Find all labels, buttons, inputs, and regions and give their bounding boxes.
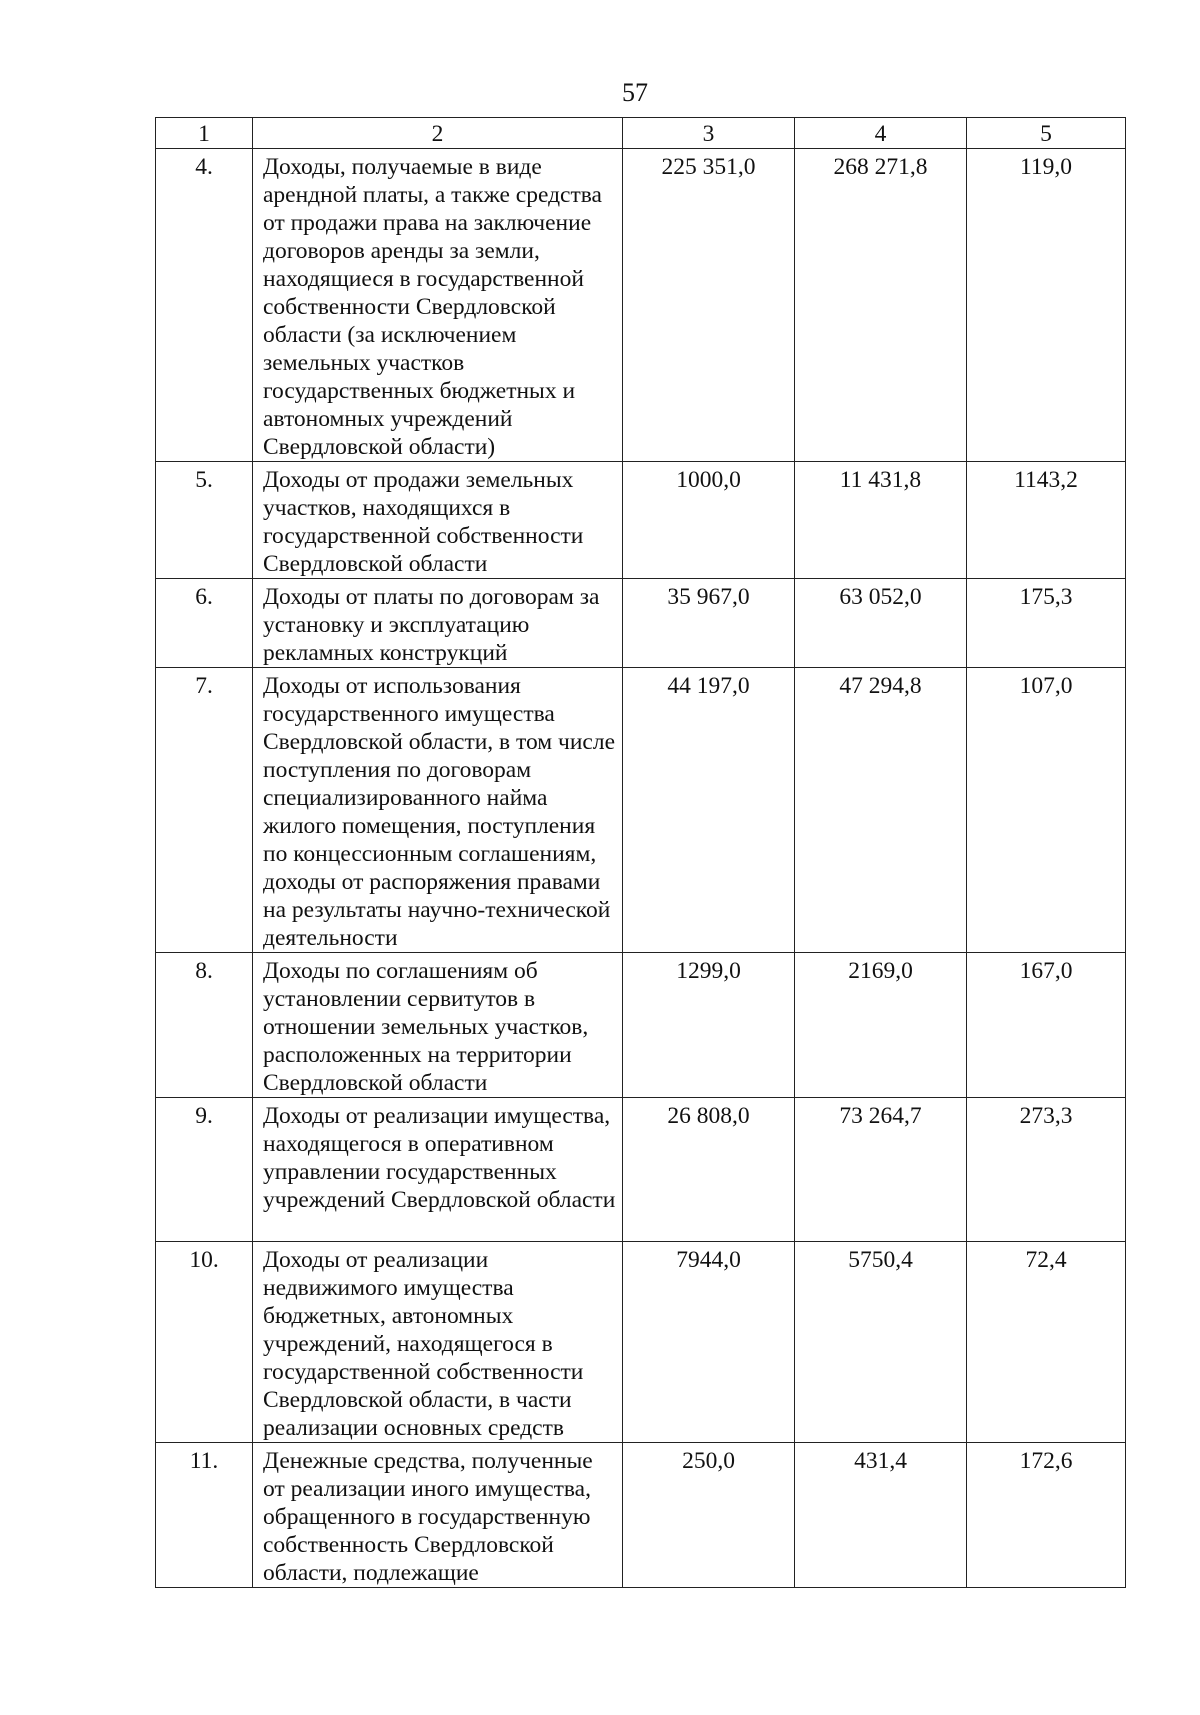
row-value-5: 107,0 [967, 668, 1126, 953]
income-table [155, 117, 1126, 1588]
row-description: Доходы от платы по договорам за установку и эксплуатацию рекламных конструкций [253, 579, 623, 668]
row-value-5: 119,0 [967, 149, 1126, 462]
row-description: Доходы по соглашениям об установлении сервитутов в отношении земельных участков, расположенных на территории Свердловской области [253, 953, 623, 1098]
row-value-4: 431,4 [795, 1443, 967, 1588]
column-header-2: 2 [253, 118, 623, 149]
column-header-1: 1 [156, 118, 253, 149]
column-header-5: 5 [967, 118, 1126, 149]
row-value-3: 26 808,0 [623, 1098, 795, 1242]
row-number: 5. [156, 462, 253, 579]
row-value-5: 172,6 [967, 1443, 1126, 1588]
row-description: Доходы от реализации недвижимого имущества бюджетных, автономных учреждений, находящегося в государственной собственности Свердловской области, в части реализации основных средств [253, 1242, 623, 1443]
row-value-3: 7944,0 [623, 1242, 795, 1443]
row-number: 11. [156, 1443, 253, 1588]
row-value-3: 44 197,0 [623, 668, 795, 953]
table-row [156, 668, 1126, 953]
row-description: Доходы от продажи земельных участков, находящихся в государственной собственности Свердловской области [253, 462, 623, 579]
row-number: 6. [156, 579, 253, 668]
row-description: Доходы от реализации имущества, находящегося в оперативном управлении государственных учреждений Свердловской области [253, 1098, 623, 1242]
row-value-4: 11 431,8 [795, 462, 967, 579]
page-number: 57 [622, 78, 648, 107]
row-number: 7. [156, 668, 253, 953]
table-row [156, 462, 1126, 579]
row-value-5: 273,3 [967, 1098, 1126, 1242]
row-description: Доходы от использования государственного имущества Свердловской области, в том числе поступления по договорам специализированного найма жилого помещения, поступления по концессионным соглашениям, доходы от распоряжения правами на результаты научно-технической деятельности [253, 668, 623, 953]
row-description: Денежные средства, полученные от реализации иного имущества, обращенного в государственную собственность Свердловской области, подлежащие [253, 1443, 623, 1588]
row-value-4: 47 294,8 [795, 668, 967, 953]
column-header-4: 4 [795, 118, 967, 149]
table-row [156, 149, 1126, 462]
row-value-5: 167,0 [967, 953, 1126, 1098]
row-value-3: 250,0 [623, 1443, 795, 1588]
row-number: 9. [156, 1098, 253, 1242]
table-header-row [156, 118, 1126, 149]
row-value-3: 35 967,0 [623, 579, 795, 668]
row-value-3: 1000,0 [623, 462, 795, 579]
row-value-4: 63 052,0 [795, 579, 967, 668]
table-row [156, 953, 1126, 1098]
row-value-4: 73 264,7 [795, 1098, 967, 1242]
table-row [156, 1098, 1126, 1242]
row-value-4: 5750,4 [795, 1242, 967, 1443]
row-number: 10. [156, 1242, 253, 1443]
row-value-5: 1143,2 [967, 462, 1126, 579]
row-description: Доходы, получаемые в виде арендной платы, а также средства от продажи права на заключение договоров аренды за земли, находящиеся в государственной собственности Свердловской области (за исключением земельных участков государственных бюджетных и автономных учреждений Свердловской области) [253, 149, 623, 462]
row-value-5: 175,3 [967, 579, 1126, 668]
row-number: 4. [156, 149, 253, 462]
table-row [156, 1242, 1126, 1443]
row-value-4: 268 271,8 [795, 149, 967, 462]
row-value-4: 2169,0 [795, 953, 967, 1098]
row-number: 8. [156, 953, 253, 1098]
table-row [156, 1443, 1126, 1588]
column-header-3: 3 [623, 118, 795, 149]
table-row [156, 579, 1126, 668]
row-value-3: 225 351,0 [623, 149, 795, 462]
row-value-3: 1299,0 [623, 953, 795, 1098]
row-value-5: 72,4 [967, 1242, 1126, 1443]
